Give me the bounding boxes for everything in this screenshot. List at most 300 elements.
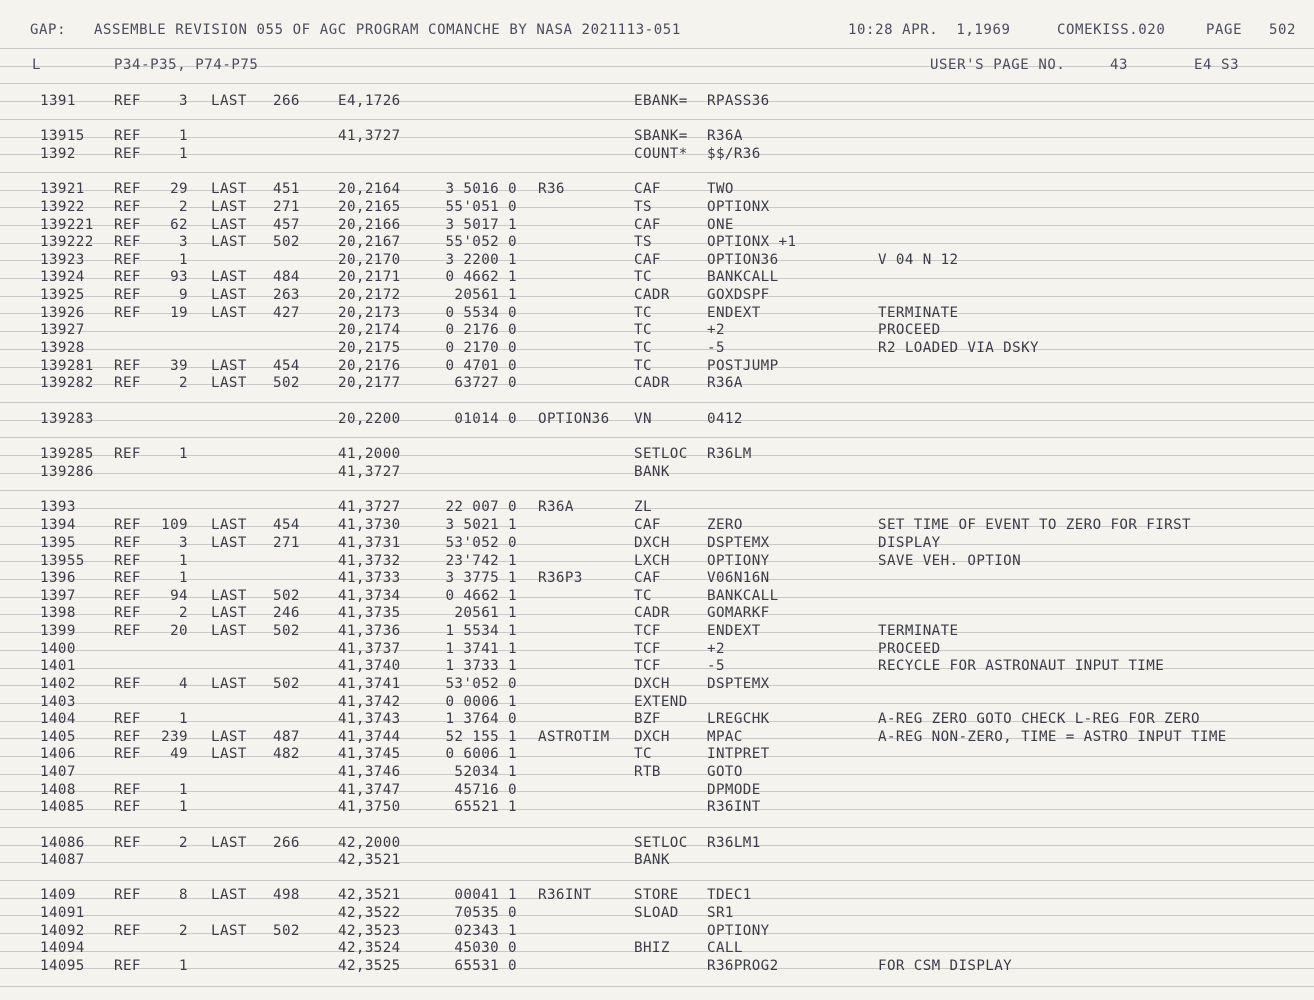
line-number: 13923 [40, 252, 85, 268]
operand: ZERO [707, 517, 743, 533]
operand: R36LM [707, 446, 752, 462]
symbol-label: R36INT [538, 887, 592, 903]
address: 41,3743 [338, 711, 401, 727]
opcode: EBANK= [634, 93, 688, 109]
ref-marker: REF [114, 375, 141, 391]
operand: ONE [707, 217, 734, 233]
address: 20,2176 [338, 358, 401, 374]
line-number: 1403 [40, 694, 76, 710]
ref-count: 1 [179, 570, 188, 586]
ref-marker: REF [114, 217, 141, 233]
operand: SR1 [707, 905, 734, 921]
last-page: 266 [273, 93, 300, 109]
rule-line [0, 207, 1314, 208]
opcode: CAF [634, 252, 661, 268]
subheader-programs: P34-P35, P74-P75 [114, 57, 259, 73]
ref-marker: REF [114, 782, 141, 798]
opcode: CADR [634, 375, 670, 391]
address: 41,3744 [338, 729, 401, 745]
line-number: 14091 [40, 905, 85, 921]
operand: DSPTEMX [707, 535, 770, 551]
last-marker: LAST [211, 305, 247, 321]
line-number: 139221 [40, 217, 94, 233]
operand: R36LM1 [707, 835, 761, 851]
header-title: ASSEMBLE REVISION 055 OF AGC PROGRAM COMANCHE BY NASA 2021113-051 [94, 22, 681, 38]
operand: -5 [707, 658, 725, 674]
address: 20,2200 [338, 411, 401, 427]
operand: OPTIONY [707, 923, 770, 939]
opcode: TC [634, 305, 652, 321]
opcode: TC [634, 746, 652, 762]
last-marker: LAST [211, 746, 247, 762]
line-number: 1409 [40, 887, 76, 903]
subheader-user-page-label: USER'S PAGE NO. [930, 57, 1066, 73]
address: 41,3750 [338, 799, 401, 815]
operand: CALL [707, 940, 743, 956]
octal-word: 0 5534 0 [445, 305, 517, 321]
octal-word: 22 007 0 [445, 499, 517, 515]
ref-count: 1 [179, 553, 188, 569]
octal-word: 52034 1 [454, 764, 517, 780]
address: 20,2166 [338, 217, 401, 233]
ref-count: 2 [179, 375, 188, 391]
octal-word: 3 5016 0 [445, 181, 517, 197]
opcode: ZL [634, 499, 652, 515]
address: 41,3731 [338, 535, 401, 551]
address: 41,2000 [338, 446, 401, 462]
line-number: 1406 [40, 746, 76, 762]
rule-line [0, 172, 1314, 173]
operand: ENDEXT [707, 305, 761, 321]
line-number: 1397 [40, 588, 76, 604]
octal-word: 3 3775 1 [445, 570, 517, 586]
address: 41,3727 [338, 128, 401, 144]
line-number: 139283 [40, 411, 94, 427]
last-page: 502 [273, 923, 300, 939]
octal-word: 23'742 1 [445, 553, 517, 569]
address: 41,3746 [338, 764, 401, 780]
address: E4,1726 [338, 93, 401, 109]
address: 20,2171 [338, 269, 401, 285]
rule-line [0, 968, 1314, 969]
address: 41,3742 [338, 694, 401, 710]
line-number: 1399 [40, 623, 76, 639]
line-number: 1394 [40, 517, 76, 533]
line-number: 139222 [40, 234, 94, 250]
operand: +2 [707, 641, 725, 657]
address: 41,3727 [338, 499, 401, 515]
rule-line [0, 83, 1314, 84]
octal-word: 1 3741 1 [445, 641, 517, 657]
octal-word: 45716 0 [454, 782, 517, 798]
rule-line [0, 597, 1314, 598]
ref-marker: REF [114, 287, 141, 303]
operand: BANKCALL [707, 588, 779, 604]
address: 41,3732 [338, 553, 401, 569]
opcode: DXCH [634, 729, 670, 745]
line-number: 1391 [40, 93, 76, 109]
ref-count: 94 [170, 588, 188, 604]
last-page: 484 [273, 269, 300, 285]
operand: OPTIONX +1 [707, 234, 797, 250]
address: 20,2175 [338, 340, 401, 356]
opcode: SBANK= [634, 128, 688, 144]
ref-count: 8 [179, 887, 188, 903]
address: 20,2170 [338, 252, 401, 268]
operand: +2 [707, 322, 725, 338]
octal-word: 0 6006 1 [445, 746, 517, 762]
address: 42,3523 [338, 923, 401, 939]
last-marker: LAST [211, 375, 247, 391]
address: 41,3747 [338, 782, 401, 798]
last-marker: LAST [211, 535, 247, 551]
address: 41,3745 [338, 746, 401, 762]
ref-count: 2 [179, 605, 188, 621]
rule-line [0, 402, 1314, 403]
octal-word: 52 155 1 [445, 729, 517, 745]
octal-word: 0 0006 1 [445, 694, 517, 710]
last-marker: LAST [211, 835, 247, 851]
octal-word: 63727 0 [454, 375, 517, 391]
opcode: BHIZ [634, 940, 670, 956]
line-number: 13925 [40, 287, 85, 303]
last-marker: LAST [211, 588, 247, 604]
octal-word: 0 4701 0 [445, 358, 517, 374]
address: 41,3741 [338, 676, 401, 692]
octal-word: 0 2170 0 [445, 340, 517, 356]
octal-word: 53'052 0 [445, 676, 517, 692]
operand: -5 [707, 340, 725, 356]
line-number: 13927 [40, 322, 85, 338]
operand: OPTION36 [707, 252, 779, 268]
operand: GOTO [707, 764, 743, 780]
line-number: 1402 [40, 676, 76, 692]
opcode: LXCH [634, 553, 670, 569]
operand: ENDEXT [707, 623, 761, 639]
ref-count: 93 [170, 269, 188, 285]
address: 42,3522 [338, 905, 401, 921]
octal-word: 45030 0 [454, 940, 517, 956]
line-number: 1398 [40, 605, 76, 621]
opcode: SETLOC [634, 835, 688, 851]
ref-marker: REF [114, 676, 141, 692]
octal-word: 20561 1 [454, 287, 517, 303]
octal-word: 0 4662 1 [445, 588, 517, 604]
address: 41,3736 [338, 623, 401, 639]
ref-marker: REF [114, 729, 141, 745]
ref-count: 2 [179, 199, 188, 215]
subheader-user-page-number: 43 [1110, 57, 1129, 73]
line-number: 1408 [40, 782, 76, 798]
last-marker: LAST [211, 923, 247, 939]
octal-word: 53'052 0 [445, 535, 517, 551]
octal-word: 01014 0 [454, 411, 517, 427]
line-number: 1393 [40, 499, 76, 515]
rule-line [0, 986, 1314, 987]
line-number: 1400 [40, 641, 76, 657]
ref-marker: REF [114, 835, 141, 851]
rule-line [0, 933, 1314, 934]
address: 42,2000 [338, 835, 401, 851]
address: 42,3521 [338, 852, 401, 868]
symbol-label: R36A [538, 499, 574, 515]
last-marker: LAST [211, 605, 247, 621]
last-page: 502 [273, 676, 300, 692]
ref-marker: REF [114, 570, 141, 586]
last-page: 498 [273, 887, 300, 903]
ref-marker: REF [114, 358, 141, 374]
line-number: 14095 [40, 958, 85, 974]
ref-marker: REF [114, 128, 141, 144]
ref-count: 2 [179, 923, 188, 939]
ref-marker: REF [114, 605, 141, 621]
ref-marker: REF [114, 93, 141, 109]
address: 20,2167 [338, 234, 401, 250]
last-page: 451 [273, 181, 300, 197]
comment: A-REG ZERO GOTO CHECK L-REG FOR ZERO [878, 711, 1200, 727]
octal-word: 02343 1 [454, 923, 517, 939]
ref-marker: REF [114, 199, 141, 215]
line-number: 1401 [40, 658, 76, 674]
last-page: 454 [273, 358, 300, 374]
opcode: RTB [634, 764, 661, 780]
last-page: 454 [273, 517, 300, 533]
ref-marker: REF [114, 535, 141, 551]
line-number: 13955 [40, 553, 85, 569]
operand: R36A [707, 128, 743, 144]
address: 42,3524 [338, 940, 401, 956]
operand: GOMARKF [707, 605, 770, 621]
comment: V 04 N 12 [878, 252, 959, 268]
last-marker: LAST [211, 217, 247, 233]
operand: TDEC1 [707, 887, 752, 903]
operand: R36INT [707, 799, 761, 815]
rule-line [0, 827, 1314, 828]
last-marker: LAST [211, 234, 247, 250]
opcode: BANK [634, 464, 670, 480]
octal-word: 3 5017 1 [445, 217, 517, 233]
operand: 0412 [707, 411, 743, 427]
last-page: 271 [273, 535, 300, 551]
ref-marker: REF [114, 711, 141, 727]
line-number: 139286 [40, 464, 94, 480]
ref-count: 109 [161, 517, 188, 533]
comment: RECYCLE FOR ASTRONAUT INPUT TIME [878, 658, 1165, 674]
last-page: 502 [273, 375, 300, 391]
opcode: TC [634, 588, 652, 604]
header-prefix: GAP: [30, 22, 67, 38]
opcode: TCF [634, 658, 661, 674]
ref-marker: REF [114, 588, 141, 604]
comment: TERMINATE [878, 305, 959, 321]
opcode: TS [634, 234, 652, 250]
ref-marker: REF [114, 887, 141, 903]
rule-line [0, 243, 1314, 244]
header-time: 10:28 APR. 1,1969 [848, 22, 1011, 38]
address: 41,3737 [338, 641, 401, 657]
ref-count: 1 [179, 782, 188, 798]
operand: R36PROG2 [707, 958, 779, 974]
line-number: 13924 [40, 269, 85, 285]
rule-line [0, 437, 1314, 438]
opcode: TC [634, 269, 652, 285]
comment: FOR CSM DISPLAY [878, 958, 1013, 974]
line-number: 13921 [40, 181, 85, 197]
header-file: COMEKISS.020 [1057, 22, 1166, 38]
operand: V06N16N [707, 570, 770, 586]
ref-marker: REF [114, 252, 141, 268]
octal-word: 0 2176 0 [445, 322, 517, 338]
octal-word: 65521 1 [454, 799, 517, 815]
ref-count: 19 [170, 305, 188, 321]
octal-word: 20561 1 [454, 605, 517, 621]
last-marker: LAST [211, 269, 247, 285]
address: 20,2164 [338, 181, 401, 197]
last-marker: LAST [211, 729, 247, 745]
opcode: CAF [634, 217, 661, 233]
line-number: 13915 [40, 128, 85, 144]
ref-count: 239 [161, 729, 188, 745]
opcode: BZF [634, 711, 661, 727]
subheader-l: L [32, 57, 42, 73]
rule-line [0, 278, 1314, 279]
line-number: 14086 [40, 835, 85, 851]
opcode: DXCH [634, 676, 670, 692]
operand: BANKCALL [707, 269, 779, 285]
last-page: 457 [273, 217, 300, 233]
line-number: 1407 [40, 764, 76, 780]
opcode: STORE [634, 887, 679, 903]
rule-line [0, 420, 1314, 421]
address: 20,2174 [338, 322, 401, 338]
address: 41,3734 [338, 588, 401, 604]
address: 42,3521 [338, 887, 401, 903]
last-marker: LAST [211, 358, 247, 374]
last-page: 263 [273, 287, 300, 303]
last-marker: LAST [211, 676, 247, 692]
ref-count: 39 [170, 358, 188, 374]
opcode: COUNT* [634, 146, 688, 162]
address: 20,2172 [338, 287, 401, 303]
symbol-label: OPTION36 [538, 411, 610, 427]
octal-word: 3 5021 1 [445, 517, 517, 533]
address: 42,3525 [338, 958, 401, 974]
address: 41,3733 [338, 570, 401, 586]
ref-count: 1 [179, 128, 188, 144]
rule-line [0, 791, 1314, 792]
line-number: 1392 [40, 146, 76, 162]
octal-word: 3 2200 1 [445, 252, 517, 268]
last-marker: LAST [211, 623, 247, 639]
last-page: 271 [273, 199, 300, 215]
octal-word: 00041 1 [454, 887, 517, 903]
operand: GOXDSPF [707, 287, 770, 303]
operand: $$/R36 [707, 146, 761, 162]
comment: R2 LOADED VIA DSKY [878, 340, 1039, 356]
symbol-label: R36 [538, 181, 565, 197]
operand: LREGCHK [707, 711, 770, 727]
operand: MPAC [707, 729, 743, 745]
ref-count: 3 [179, 535, 188, 551]
ref-count: 1 [179, 446, 188, 462]
operand: TWO [707, 181, 734, 197]
operand: INTPRET [707, 746, 770, 762]
ref-count: 1 [179, 799, 188, 815]
line-number: 13922 [40, 199, 85, 215]
comment: TERMINATE [878, 623, 959, 639]
operand: OPTIONX [707, 199, 770, 215]
opcode: TS [634, 199, 652, 215]
octal-word: 55'051 0 [445, 199, 517, 215]
last-page: 427 [273, 305, 300, 321]
line-number: 13926 [40, 305, 85, 321]
rule-line [0, 331, 1314, 332]
octal-word: 1 3764 0 [445, 711, 517, 727]
opcode: CAF [634, 570, 661, 586]
last-marker: LAST [211, 199, 247, 215]
comment: PROCEED [878, 641, 941, 657]
ref-count: 9 [179, 287, 188, 303]
ref-count: 49 [170, 746, 188, 762]
ref-count: 29 [170, 181, 188, 197]
operand: RPASS36 [707, 93, 770, 109]
ref-marker: REF [114, 446, 141, 462]
ref-count: 20 [170, 623, 188, 639]
opcode: SLOAD [634, 905, 679, 921]
comment: A-REG NON-ZERO, TIME = ASTRO INPUT TIME [878, 729, 1227, 745]
rule-line [0, 490, 1314, 491]
ref-marker: REF [114, 623, 141, 639]
last-page: 502 [273, 623, 300, 639]
last-marker: LAST [211, 287, 247, 303]
subheader-bank: E4 S3 [1194, 57, 1240, 73]
address: 41,3730 [338, 517, 401, 533]
opcode: BANK [634, 852, 670, 868]
line-number: 139285 [40, 446, 94, 462]
ref-marker: REF [114, 799, 141, 815]
rule-line [0, 756, 1314, 757]
rule-line [0, 119, 1314, 120]
operand: DSPTEMX [707, 676, 770, 692]
last-page: 502 [273, 234, 300, 250]
line-number: 13928 [40, 340, 85, 356]
opcode: SETLOC [634, 446, 688, 462]
comment: DISPLAY [878, 535, 941, 551]
line-number: 139282 [40, 375, 94, 391]
operand: DPMODE [707, 782, 761, 798]
ref-count: 62 [170, 217, 188, 233]
line-number: 14092 [40, 923, 85, 939]
last-page: 487 [273, 729, 300, 745]
address: 41,3740 [338, 658, 401, 674]
opcode: TC [634, 340, 652, 356]
last-page: 266 [273, 835, 300, 851]
rule-line [0, 48, 1314, 49]
octal-word: 1 3733 1 [445, 658, 517, 674]
rule-line [0, 367, 1314, 368]
ref-marker: REF [114, 181, 141, 197]
ref-marker: REF [114, 146, 141, 162]
ref-count: 1 [179, 711, 188, 727]
address: 41,3735 [338, 605, 401, 621]
ref-count: 2 [179, 835, 188, 851]
symbol-label: ASTROTIM [538, 729, 610, 745]
opcode: TCF [634, 641, 661, 657]
octal-word: 1 5534 1 [445, 623, 517, 639]
comment: SAVE VEH. OPTION [878, 553, 1022, 569]
line-number: 1396 [40, 570, 76, 586]
last-marker: LAST [211, 181, 247, 197]
